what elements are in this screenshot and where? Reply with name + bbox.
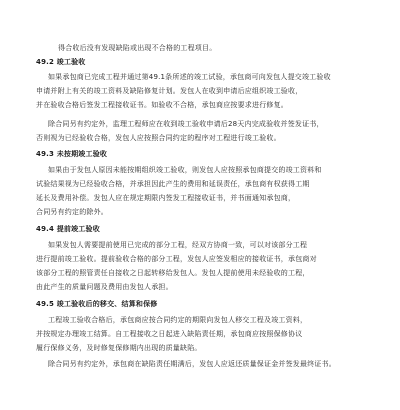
- text-line: 由此产生的质量问题及费用由发包人承担。: [36, 283, 173, 291]
- section-heading: 49.3 未按期竣工验收: [36, 150, 108, 158]
- text-line: 试验结果视为已经验收合格，并承担因此产生的费用和延误责任，承包商有权获得工期: [36, 180, 310, 188]
- text-line: 否则视为已经验收合格，发包人应按照合同约定的程序对工程进行竣工验收。: [36, 134, 281, 142]
- text-line: 该部分工程的照管责任自接收之日起转移给发包人。发包人提前使用未经验收的工程，: [36, 269, 310, 277]
- text-line: 并按规定办理竣工结算。自工程接收之日起进入缺陷责任期，承包商应按照保修协议: [36, 330, 303, 338]
- section-heading: 49.5 竣工验收后的移交、结算和保修: [36, 300, 158, 308]
- text-line: 履行保修义务，及时修复保修期内出现的质量缺陷。: [36, 344, 202, 352]
- text-line: 申请并附上有关的竣工资料及缺陷修复计划。发包人在收到申请后应组织竣工验收，: [36, 87, 303, 95]
- text-line: 并在验收合格后签发工程接收证书。如验收不合格，承包商应按要求进行修复。: [36, 101, 288, 109]
- text-line: 得合收后没有发现缺陷或出现不合格的工程项目。: [58, 44, 217, 52]
- text-line: 如果由于发包人原因未能按期组织竣工验收，则发包人应按照承包商提交的竣工资料和: [48, 166, 322, 174]
- text-line: 除合同另有约定外，监理工程师应在收到竣工验收申请后28天内完成验收并签发证书，: [48, 120, 324, 128]
- section-heading: 49.4 提前竣工验收: [36, 225, 100, 233]
- text-line: 如果发包人需要提前使用已完成的部分工程，经双方协商一致，可以对该部分工程: [48, 241, 308, 249]
- text-line: 除合同另有约定外，承包商在缺陷责任期满后，发包人应返还质量保证金并签发最终证书。: [48, 360, 336, 368]
- text-line: 延长及费用补偿。发包人应在规定期限内签发工程接收证书，并书面通知承包商，: [36, 194, 296, 202]
- text-line: 工程竣工验收合格后，承包商应按合同约定的期限向发包人移交工程及竣工资料，: [48, 316, 308, 324]
- text-line: 合同另有约定的除外。: [36, 208, 108, 216]
- text-line: 进行提前竣工验收。提前验收合格的部分工程，发包人应签发相应的接收证书，承包商对: [36, 255, 317, 263]
- section-heading: 49.2 竣工验收: [36, 58, 86, 66]
- text-line: 如果承包商已完成工程并通过第49.1条所述的竣工试验，承包商可向发包人提交竣工验收: [48, 73, 331, 81]
